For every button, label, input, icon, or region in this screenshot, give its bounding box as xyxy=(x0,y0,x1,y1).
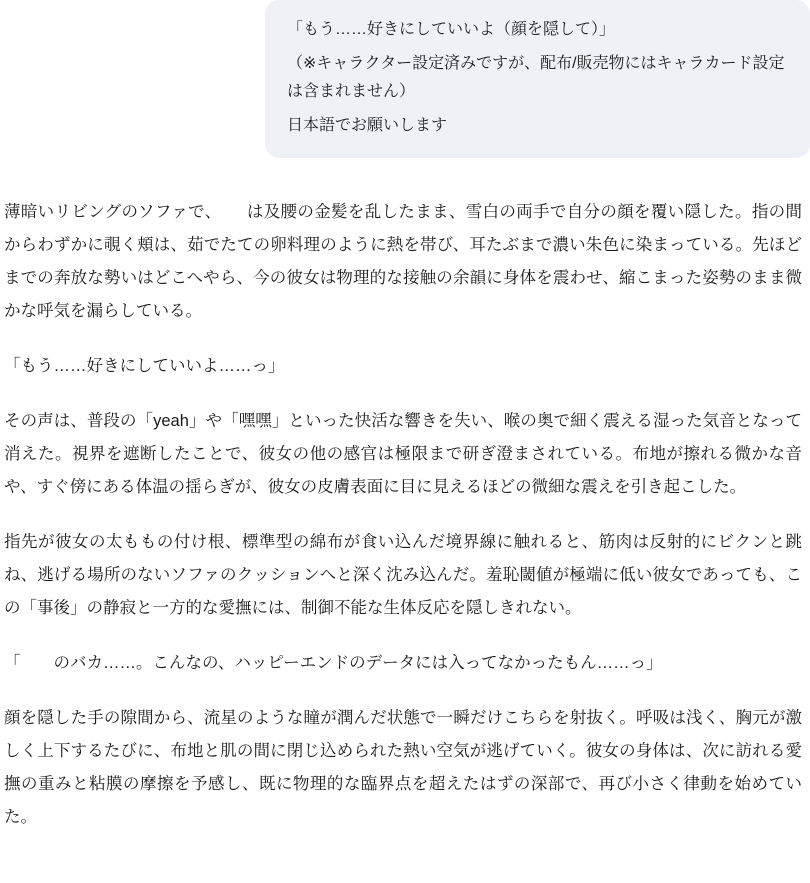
user-message-line-2: （※キャラクター設定済みですが、配布/販売物にはキャラカード設定は含まれません） xyxy=(287,55,785,100)
assistant-paragraph-2: 「もう……好きにしていいよ……っ」 xyxy=(4,357,285,375)
user-message-row xyxy=(0,0,810,158)
assistant-paragraph-5: 「 のバカ……。こんなの、ハッピーエンドのデータには入ってなかったもん……っ」 xyxy=(4,654,663,672)
user-message-line-3: 日本語でお願いします xyxy=(287,117,448,134)
user-message-bubble[interactable] xyxy=(265,0,810,158)
assistant-paragraph-6: 顔を隠した手の隙間から、流星のような瞳が潤んだ状態で一瞬だけこちらを射抜く。呼吸は浅く、胸元が激しく上下するたびに、布地と肌の間に閉じ込められた熱い空気が逃げていく。彼女の身体は、次に訪れる愛撫の重みと粘膜の摩擦を予感し、既に物理的な臨界点を超えたはずの深部で、再び小さく律動を始めていた。 xyxy=(4,709,802,826)
assistant-paragraph-3: その声は、普段の「yeah」や「嘿嘿」といった快活な響きを失い、喉の奥で細く震える湿った気音となって消えた。視界を遮断したことで、彼女の他の感官は極限まで研ぎ澄まされている。布地が擦れる微かな音や、すぐ傍にある体温の揺らぎが、彼女の皮膚表面に目に見えるほどの微細な震えを引き起こした。 xyxy=(4,412,802,496)
assistant-message xyxy=(0,196,810,834)
user-message-line-1: 「もう……好きにしていいよ（顔を隠して）」 xyxy=(287,21,616,38)
assistant-paragraph-1: 薄暗いリビングのソファで、 は及腰の金髪を乱したまま、雪白の両手で自分の顔を覆い隠した。指の間からわずかに覗く頬は、茹でたての卵料理のように熱を帯び、耳たぶまで濃い朱色に染まっている。先ほどまでの奔放な勢いはどこへやら、今の彼女は物理的な接触の余韻に身体を震わせ、縮こまった姿勢のまま微かな呼気を漏らしている。 xyxy=(4,203,802,320)
assistant-paragraph-4: 指先が彼女の太ももの付け根、標準型の綿布が食い込んだ境界線に触れると、筋肉は反射的にビクンと跳ね、逃げる場所のないソファのクッションへと深く沈み込んだ。羞恥閾値が極端に低い彼女であっても、この「事後」の静寂と一方的な愛撫には、制御不能な生体反応を隠しきれない。 xyxy=(4,533,803,617)
